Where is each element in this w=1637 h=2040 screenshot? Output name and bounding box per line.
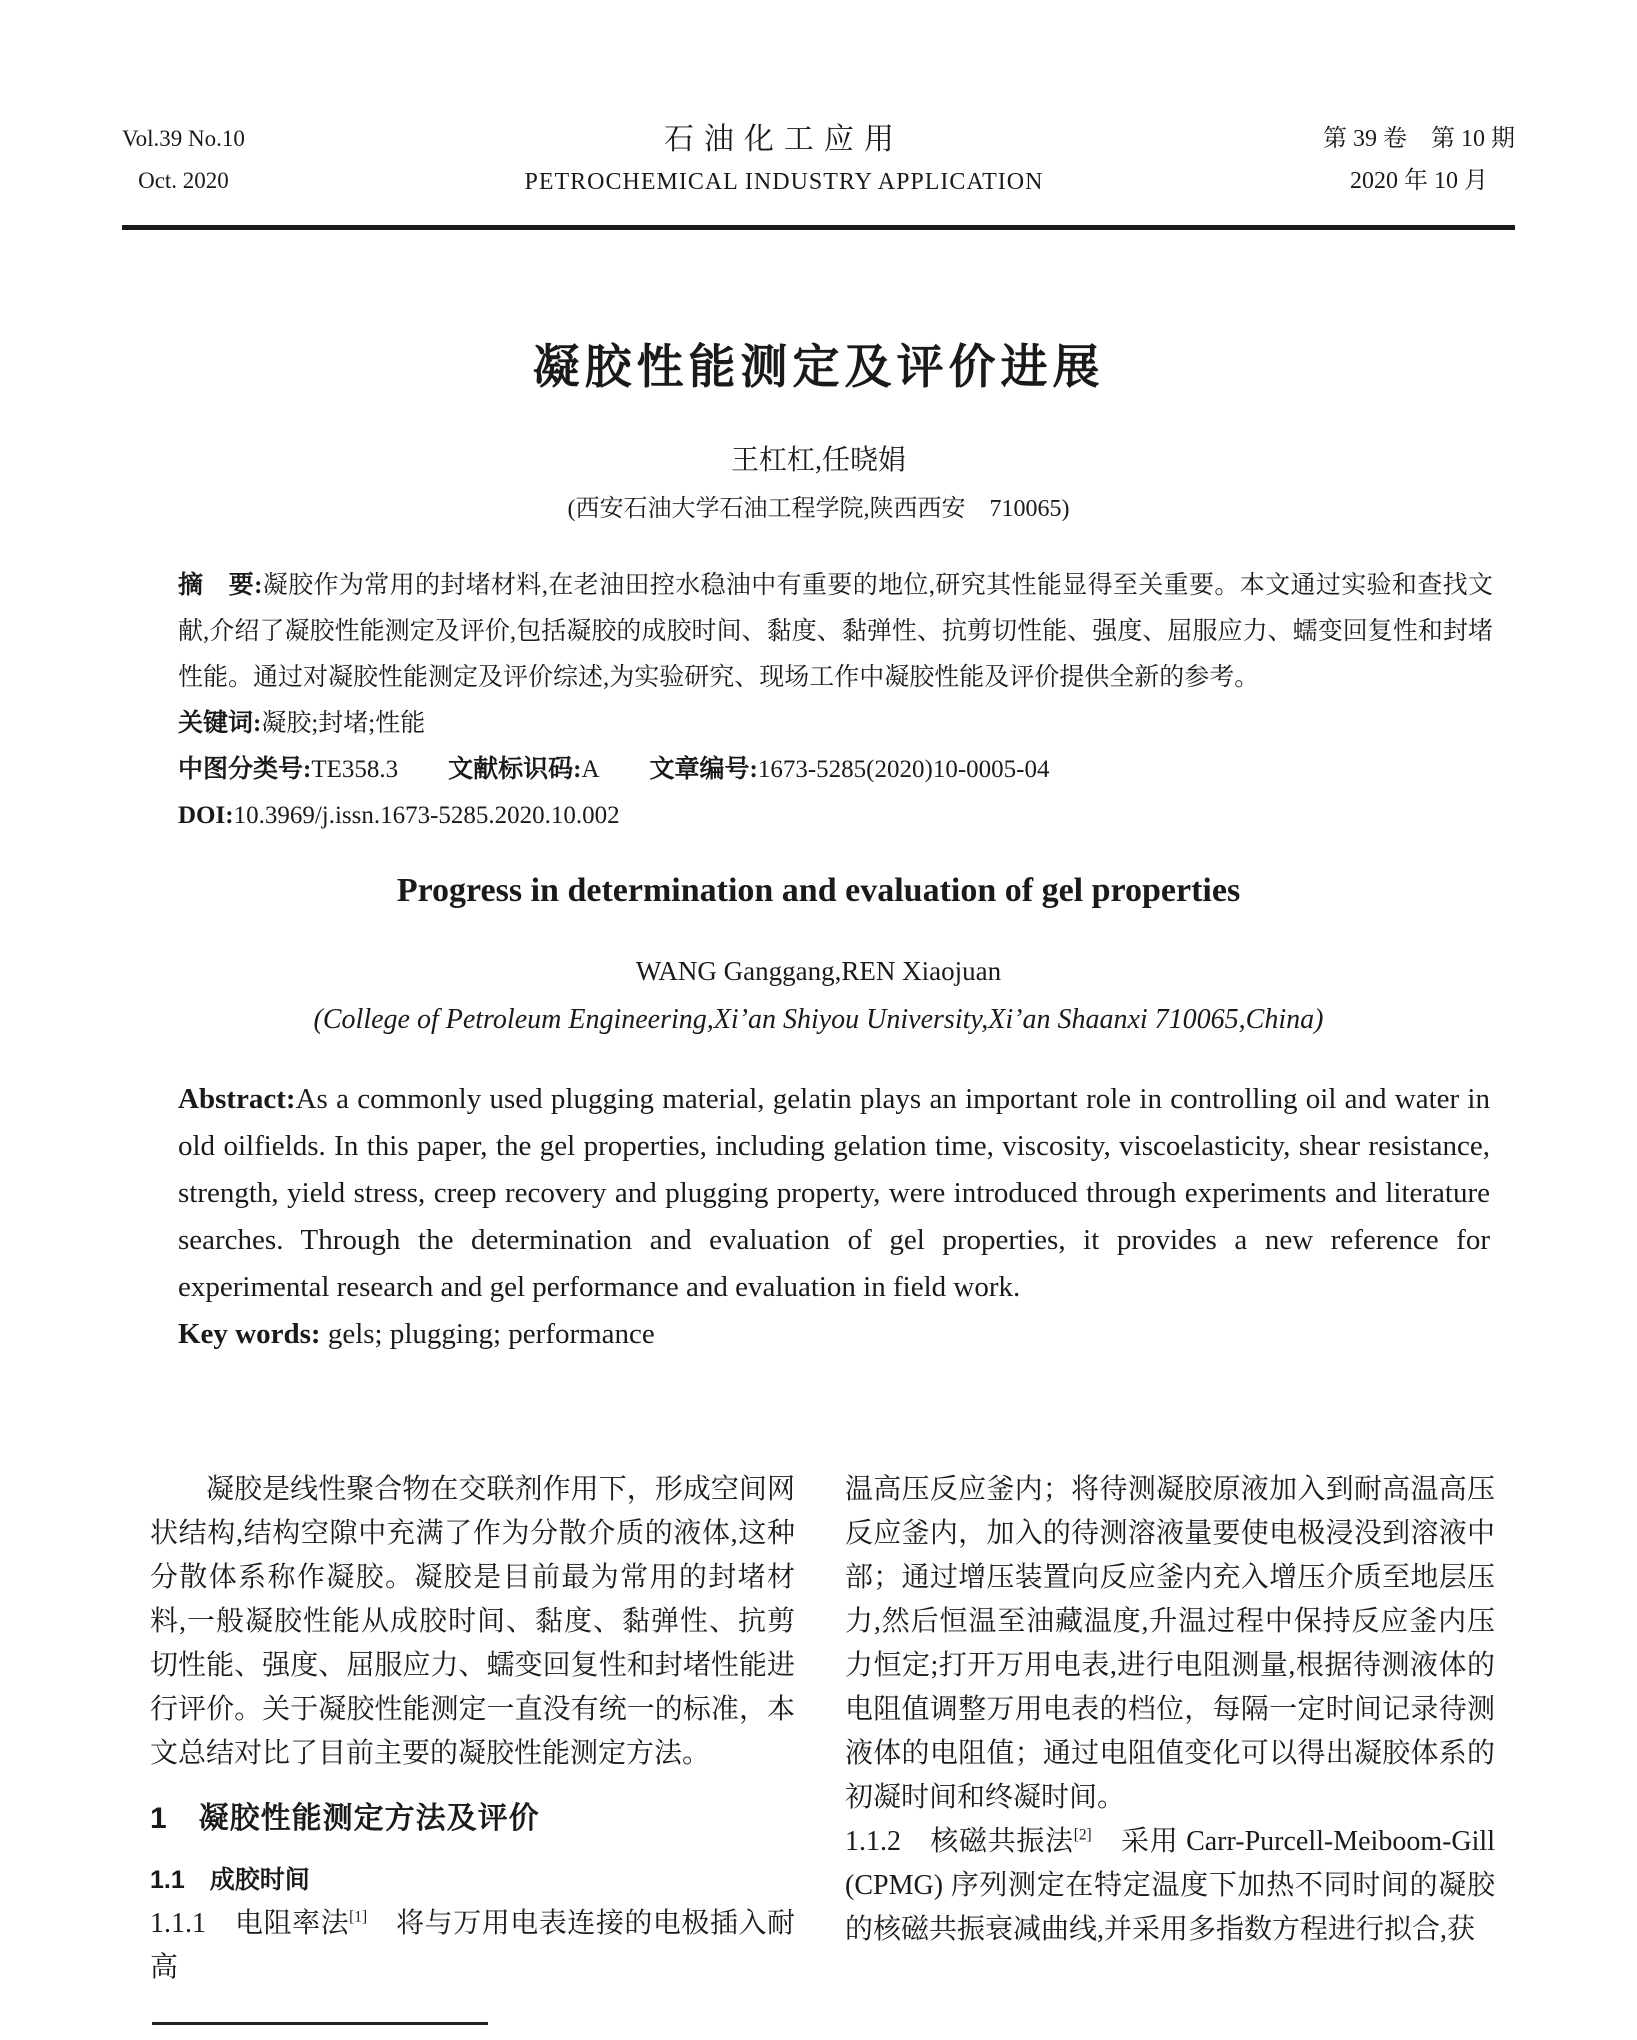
journal-name-cn: 石油化工应用 [663, 123, 904, 156]
header-journal-name-block [524, 118, 1043, 202]
keywords-cn [178, 701, 1493, 747]
keywords-label-cn: 关键词: [178, 710, 262, 737]
journal-header [122, 118, 1515, 202]
doi-line [178, 793, 1493, 839]
abstract-label-en: Abstract: [178, 1083, 296, 1115]
article-title-en: Progress in determination and evaluation of gel properties [396, 872, 1241, 909]
keywords-text-cn: 凝胶;封堵;性能 [261, 710, 426, 737]
clc-label: 中图分类号: [178, 756, 312, 783]
article-no-label: 文章编号: [649, 756, 758, 783]
journal-name-en: PETROCHEMICAL INDUSTRY APPLICATION [524, 169, 1044, 195]
clc-group [178, 756, 398, 783]
doi-label: DOI: [178, 802, 234, 829]
clc-value: TE358.3 [311, 756, 399, 783]
doc-code-value: A [581, 756, 600, 783]
doc-code-group [448, 756, 599, 783]
header-divider-rule [122, 225, 1515, 230]
section-1-1-2-text: 采用 Carr-Purcell-Meiboom-Gill (CPMG) 序列测定在特定温度下加热不同时间的凝胶的核磁共振衰减曲线,并采用多指数方程进行拟合,获 [845, 1826, 1495, 1945]
keywords-en [178, 1311, 1490, 1358]
keywords-text-en: gels; plugging; performance [320, 1318, 655, 1350]
header-volume-block [122, 118, 245, 202]
section-1-heading: 1 凝胶性能测定方法及评价 [150, 1802, 540, 1835]
volume-number: Vol.39 No.10 [122, 126, 245, 151]
abstract-cn [178, 563, 1493, 701]
issue-date-en: Oct. 2020 [138, 168, 229, 193]
intro-paragraph: 凝胶是线性聚合物在交联剂作用下，形成空间网状结构,结构空隙中充满了作为分散介质的液体,这种分散体系称作凝胶。凝胶是目前最为常用的封堵材料,一般凝胶性能从成胶时间、黏度、黏弹性、抗剪切性能、强度、屈服应力、蠕变回复性和封堵性能进行评价。关于凝胶性能测定一直没有统一的标准，本文总结对比了目前主要的凝胶性能测定方法。 [150, 1474, 795, 1769]
section-1-1-1-paragraph [150, 1902, 795, 1990]
section-1-1-1-text: 将与万用电表连接的电极插入耐高 [150, 1908, 795, 1983]
abstract-label-cn: 摘 要: [178, 572, 263, 599]
article-title-cn: 凝胶性能测定及评价进展 [532, 342, 1105, 394]
classification-line [178, 747, 1493, 793]
abstract-en [178, 1076, 1490, 1311]
keywords-label-en: Key words: [178, 1318, 321, 1350]
authors-en: WANG Ganggang,REN Xiaojuan [635, 956, 1002, 986]
abstract-text-en: As a commonly used plugging material, gelatin plays an important role in controlling oil and water in old oilfields. In this paper, the gel properties, including gelation time, viscosity, viscoelasticity, shear resistance, strength, yield stress, creep recovery and plugging property, were introduced through experiments and literature searches. Through the determination and evaluation of gel properties, it provides a new reference for experimental research and gel performance and evaluation in field work. [178, 1083, 1490, 1303]
body-column-right [845, 1468, 1495, 1952]
affiliation-en: (College of Petroleum Engineering,Xi’an Shiyou University,Xi’an Shaanxi 710065,China) [313, 1004, 1324, 1035]
footnote-divider-rule [152, 2022, 488, 2025]
issue-date-cn: 2020 年 10 月 [1349, 168, 1488, 194]
authors-cn: 王杠杠,任晓娟 [730, 445, 906, 476]
doc-code-label: 文献标识码: [448, 756, 582, 783]
reference-2-marker: [2] [1073, 1826, 1092, 1844]
continuation-paragraph: 温高压反应釜内；将待测凝胶原液加入到耐高温高压反应釜内，加入的待测溶液量要使电极浸没到溶液中部；通过增压装置向反应釜内充入增压介质至地层压力,然后恒温至油藏温度,升温过程中保持反应釜内压力恒定;打开万用电表,进行电阻测量,根据待测液体的电阻值调整万用电表的档位，每隔一定时间记录待测液体的电阻值；通过电阻值变化可以得出凝胶体系的初凝时间和终凝时间。 [845, 1474, 1495, 1813]
article-no-value: 1673-5285(2020)10-0005-04 [757, 756, 1050, 783]
body-column-left [150, 1468, 795, 1990]
doi-value: 10.3969/j.issn.1673-5285.2020.10.002 [233, 802, 620, 829]
reference-1-marker: [1] [349, 1908, 368, 1926]
section-1-1-heading: 1.1 成胶时间 [150, 1866, 310, 1894]
issue-number-cn: 第 39 卷 第 10 期 [1322, 126, 1515, 152]
affiliation-cn: (西安石油大学石油工程学院,陕西西安 710065) [567, 496, 1070, 522]
abstract-text-cn: 凝胶作为常用的封堵材料,在老油田控水稳油中有重要的地位,研究其性能显得至关重要。本文通过实验和查找文献,介绍了凝胶性能测定及评价,包括凝胶的成胶时间、黏度、黏弹性、抗剪切性能、强度、屈服应力、蠕变回复性和封堵性能。通过对凝胶性能测定及评价综述,为实验研究、现场工作中凝胶性能及评价提供全新的参考。 [178, 572, 1493, 691]
english-meta-block [178, 1076, 1490, 1358]
article-no-group [650, 756, 1050, 783]
section-1-1-2-paragraph [845, 1820, 1495, 1952]
section-1-1-2-label: 1.1.2 核磁共振法 [845, 1826, 1074, 1857]
chinese-meta-block [178, 563, 1493, 839]
header-issue-block [1323, 118, 1515, 202]
section-1-1-1-label: 1.1.1 电阻率法 [150, 1908, 350, 1939]
